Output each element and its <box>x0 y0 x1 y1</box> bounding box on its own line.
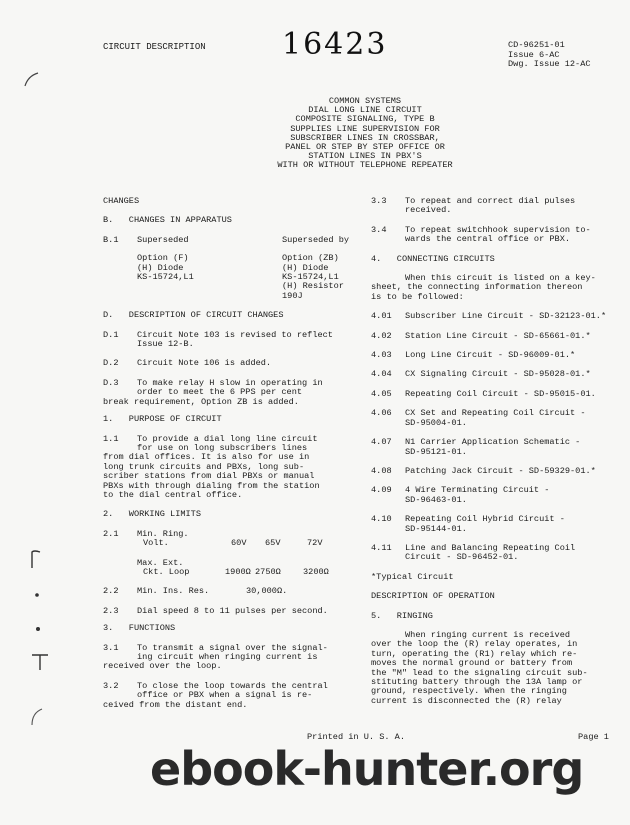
title-line: SUBSCRIBER LINES IN CROSSBAR, <box>290 132 440 143</box>
circuit-name: Line and Balancing Repeating Coil <box>405 542 576 553</box>
scan-mark-icon <box>30 650 52 672</box>
item-3-1 <box>103 644 353 663</box>
circuit-name: SD-95144-01. <box>405 523 467 534</box>
paragraph-line: Dial speed 8 to 11 pulses per second. <box>137 605 328 616</box>
circuit-name: Repeating Coil Circuit - SD-95015-01. <box>405 388 596 399</box>
section-4-heading: 4. CONNECTING CIRCUITS <box>371 253 495 264</box>
right-column <box>371 197 621 706</box>
item-number: 3.1 <box>103 642 119 653</box>
item-number: 4.06 <box>371 408 392 419</box>
title-line: COMMON SYSTEMS <box>328 96 402 106</box>
paragraph-line: ceived from the distant end. <box>103 699 248 710</box>
circuit-item <box>371 312 621 321</box>
item-3-3 <box>371 197 621 216</box>
item-number: 4.01 <box>371 311 392 322</box>
item-number: D.2 <box>103 358 119 369</box>
circuit-item <box>371 544 621 563</box>
option-line: Option (F) <box>137 253 189 264</box>
item-number: 4.05 <box>371 388 392 399</box>
paragraph-line: received. <box>405 205 452 216</box>
title-line: PANEL OR STEP BY STEP OFFICE OR <box>285 142 445 153</box>
limit-label: Volt. <box>143 538 169 549</box>
item-number: D.3 <box>103 377 119 388</box>
item-number: 2.2 <box>103 586 119 597</box>
section-d-heading: D. DESCRIPTION OF CIRCUIT CHANGES <box>103 310 284 321</box>
section-2-heading: 2. WORKING LIMITS <box>103 509 201 520</box>
circuit-item <box>371 409 621 428</box>
option-line: KS-15724,L1 <box>137 272 194 283</box>
voltage-value: 60V <box>231 538 247 549</box>
item-d1 <box>103 331 353 350</box>
item-number: 4.02 <box>371 330 392 341</box>
paragraph-line: When this circuit is listed on a key- <box>405 273 596 284</box>
paragraph-line: is to be followed: <box>371 291 464 302</box>
item-number: 2.1 <box>103 528 119 539</box>
scan-mark-icon <box>22 70 42 90</box>
item-2-3 <box>103 607 353 616</box>
item-number: 3.2 <box>103 680 119 691</box>
left-column <box>103 197 353 710</box>
section-b-heading: B. CHANGES IN APPARATUS <box>103 215 232 226</box>
circuit-name: Circuit - SD-96452-01. <box>405 552 519 563</box>
item-1-1 <box>103 435 353 454</box>
item-number: 4.10 <box>371 514 392 525</box>
typical-circuit-note: *Typical Circuit <box>371 571 454 582</box>
paragraph-line: the "M" lead to the signaling circuit sub- <box>371 667 588 678</box>
paragraph-line: ing circuit when ringing current is <box>137 652 318 662</box>
item-number: 4.04 <box>371 369 392 380</box>
circuit-item <box>371 515 621 534</box>
resistance-value: 1900Ω <box>225 566 251 577</box>
document-title <box>240 97 490 171</box>
circuit-item <box>371 332 621 341</box>
circuit-name: Patching Jack Circuit - SD-59329-01.* <box>405 465 596 476</box>
title-line: COMPOSITE SIGNALING, TYPE B <box>295 114 435 125</box>
paragraph-line: When ringing current is received <box>405 629 571 640</box>
circuit-item <box>371 467 621 476</box>
issue-number: Issue 6-AC <box>508 49 560 60</box>
paragraph-line: ground, respectively. When the ringing <box>371 686 567 697</box>
limit-label: Min. Ring. <box>137 528 189 539</box>
item-number: B.1 <box>103 234 119 245</box>
circuit-name: Repeating Coil Hybrid Circuit - <box>405 514 565 525</box>
paragraph-line: over the loop the (R) relay operates, in <box>371 639 578 650</box>
section-5-heading: 5. RINGING <box>371 610 433 621</box>
item-number: 1.1 <box>103 433 119 444</box>
item-3-2 <box>103 682 353 701</box>
column-heading: Superseded by <box>282 234 350 245</box>
changes-heading: CHANGES <box>103 196 140 206</box>
paragraph-line: to the dial central office. <box>103 489 243 500</box>
circuit-item <box>371 370 621 379</box>
insulation-value: 30,000Ω. <box>246 586 288 597</box>
paragraph-line: office or PBX when a signal is re- <box>137 690 313 701</box>
document-id: CD-96251-01 <box>508 40 565 50</box>
paragraph-line: To repeat and correct dial pulses <box>405 196 576 206</box>
paragraph-line: order to meet the 6 PPS per cent <box>137 387 303 398</box>
circuit-name: SD-96463-01. <box>405 494 467 505</box>
resistance-value: 3200Ω <box>303 566 329 577</box>
item-number: 4.08 <box>371 465 392 476</box>
title-line: WITH OR WITHOUT TELEPHONE REPEATER <box>277 160 453 171</box>
circuit-item <box>371 438 621 457</box>
document-number: 16423 <box>282 27 388 62</box>
printed-in-note: Printed in U. S. A. <box>307 732 405 742</box>
section-1-heading: 1. PURPOSE OF CIRCUIT <box>103 414 222 425</box>
paragraph-line: from dial offices. It is also for use in <box>103 452 310 463</box>
circuit-name: CX Set and Repeating Coil Circuit - <box>405 408 586 419</box>
resistance-value: 2750Ω <box>255 566 281 577</box>
item-3-4 <box>371 226 621 245</box>
circuit-name: Station Line Circuit - SD-65661-01.* <box>405 330 591 341</box>
paragraph-line: break requirement, Option ZB is added. <box>103 396 299 407</box>
paragraph-line: To provide a dial long line circuit <box>137 433 318 444</box>
option-line: KS-15724,L1 <box>282 272 339 283</box>
item-d3 <box>103 379 353 407</box>
circuit-item <box>371 390 621 399</box>
paragraph-line: moves the normal ground or battery from <box>371 658 573 669</box>
superseded-column <box>137 236 282 301</box>
circuit-name: N1 Carrier Application Schematic - <box>405 437 581 448</box>
section-3-heading: 3. FUNCTIONS <box>103 623 176 634</box>
paragraph-line: Circuit Note 106 is added. <box>137 358 272 369</box>
paragraph-line: To transmit a signal over the signal- <box>137 642 328 653</box>
circuit-item <box>371 486 621 505</box>
option-line: (H) Resistor <box>282 281 344 292</box>
drawing-issue: Dwg. Issue 12-AC <box>508 59 591 70</box>
page-number: Page 1 <box>578 732 609 742</box>
voltage-value: 65V <box>265 538 281 549</box>
column-heading: Superseded <box>137 234 189 245</box>
scan-mark-icon <box>26 548 46 570</box>
circuit-name: SD-95121-01. <box>405 446 467 457</box>
limit-label: Max. Ext. <box>137 557 184 568</box>
paragraph-line: for use on long subscribers lines <box>137 442 308 453</box>
watermark-text: ebook-hunter.org <box>150 742 584 796</box>
scan-dot-icon <box>34 592 40 598</box>
paragraph-line: sheet, the connecting information thereon <box>371 282 583 293</box>
item-number: 4.11 <box>371 542 392 553</box>
limit-label: Min. Ins. Res. <box>137 586 210 597</box>
item-number: 3.3 <box>371 196 387 206</box>
paragraph-line: Circuit Note 103 is revised to reflect <box>137 329 333 340</box>
scan-dot-icon <box>34 625 42 633</box>
ringing-voltage-row <box>137 539 353 548</box>
item-number: 4.03 <box>371 350 392 361</box>
paragraph-line: To close the loop towards the central <box>137 680 328 691</box>
document-id-block <box>508 41 628 70</box>
paragraph-line: scriber stations from dial PBXs or manual <box>103 471 315 482</box>
item-number: 2.3 <box>103 605 119 616</box>
paragraph-line: stituting battery through the 13A lamp or <box>371 677 583 687</box>
circuit-name: SD-95004-01. <box>405 417 467 428</box>
option-line: Option (ZB) <box>282 253 339 264</box>
paragraph-line: To make relay H slow in operating in <box>137 377 323 388</box>
paragraph-line: current is disconnected the (R) relay <box>371 695 562 706</box>
title-line: DIAL LONG LINE CIRCUIT <box>308 105 422 116</box>
item-number: D.1 <box>103 329 119 340</box>
circuit-name: CX Signaling Circuit - SD-95028-01.* <box>405 369 591 380</box>
circuit-item <box>371 351 621 360</box>
limit-label: Ckt. Loop <box>143 566 190 577</box>
loop-resistance-row <box>137 568 353 577</box>
paragraph-line: long trunk circuits and PBXs, long sub- <box>103 461 305 472</box>
section-label: CIRCUIT DESCRIPTION <box>103 42 206 52</box>
paragraph-line: turn, operating the (R1) relay which re- <box>371 648 578 659</box>
option-line: (H) Diode <box>137 262 184 273</box>
item-number: 3.4 <box>371 224 387 235</box>
paragraph-line: Issue 12-B. <box>137 339 194 350</box>
title-line: SUPPLIES LINE SUPERVISION FOR <box>290 123 440 134</box>
paragraph-line: PBXs with through dialing from the station <box>103 480 320 491</box>
circuit-name: Long Line Circuit - SD-96009-01.* <box>405 350 576 361</box>
item-2-1 <box>103 530 353 578</box>
item-d2 <box>103 359 353 368</box>
operation-heading: DESCRIPTION OF OPERATION <box>371 591 495 602</box>
item-number: 4.09 <box>371 485 392 496</box>
option-line: 190J <box>282 290 303 301</box>
paragraph-line: wards the central office or PBX. <box>405 234 571 245</box>
item-number: 4.07 <box>371 437 392 448</box>
item-2-2 <box>103 587 353 596</box>
circuit-name: 4 Wire Terminating Circuit - <box>405 485 550 496</box>
option-line: (H) Diode <box>282 262 329 273</box>
scan-mark-icon <box>26 705 46 727</box>
paragraph-line: received over the loop. <box>103 661 222 672</box>
paragraph-line: To repeat switchhook supervision to- <box>405 224 591 235</box>
item-b1 <box>103 236 353 301</box>
voltage-value: 72V <box>307 538 323 549</box>
title-line: STATION LINES IN PBX'S <box>308 151 422 162</box>
circuit-name: Subscriber Line Circuit - SD-32123-01.* <box>405 311 607 322</box>
